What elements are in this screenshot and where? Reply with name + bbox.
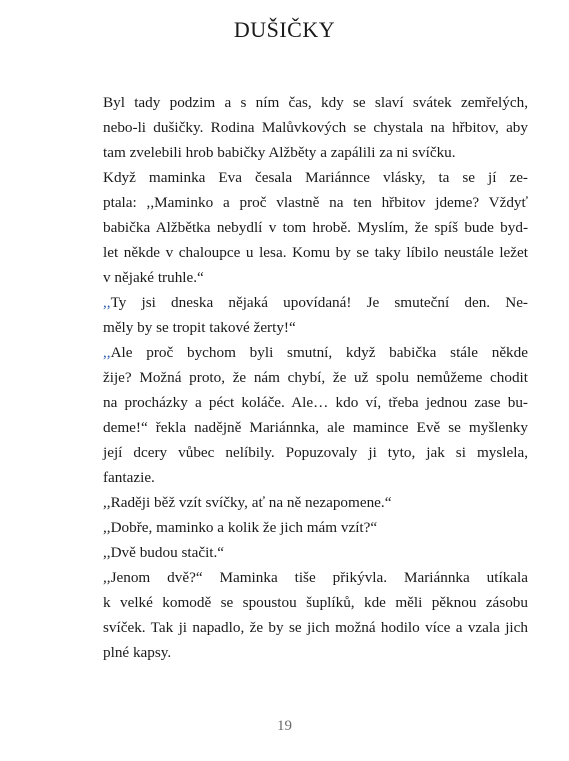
chapter-title: DUŠIČKY xyxy=(233,17,336,42)
paragraph-line-text: Ty jsi dneska nějaká upovídaná! Je smuteční den. Ne- xyxy=(110,294,528,311)
paragraph-line: ,,Dobře, maminko a kolik že jich mám vzít?“ xyxy=(103,519,378,536)
paragraph-7 xyxy=(57,540,528,565)
paragraph-4 xyxy=(57,340,528,490)
paragraph-line xyxy=(57,290,528,315)
paragraph-line: v nějaké truhle.“ xyxy=(103,269,204,286)
paragraph-line: k velké komodě se spoustou šuplíků, kde měli pěknou zásobu xyxy=(103,594,528,611)
paragraph-6 xyxy=(57,515,528,540)
paragraph-line: tam zvelebili hrob babičky Alžběty a zapálili za ni svíčku. xyxy=(103,144,456,161)
paragraph-5 xyxy=(57,490,528,515)
paragraph-1 xyxy=(57,90,528,165)
paragraph-line: ,,Jenom dvě?“ Maminka tiše přikývla. Mariánnka utíkala xyxy=(103,569,528,586)
paragraph-line: na procházky a péct koláče. Ale… kdo ví, třeba jednou zase bu- xyxy=(103,394,528,411)
chapter-body xyxy=(57,90,528,665)
quote-mark-link[interactable]: ,, xyxy=(103,344,111,361)
paragraph-line: ,,Raději běž vzít svíčky, ať na ně nezapomene.“ xyxy=(103,494,392,511)
paragraph-line: let někde v chaloupce u lesa. Komu by se taky líbilo neustále ležet xyxy=(103,244,528,261)
paragraph-line: žije? Možná proto, že nám chybí, že už spolu nemůžeme chodit xyxy=(103,369,528,386)
paragraph-line: fantazie. xyxy=(103,469,155,486)
paragraph-line: ,,Dvě budou stačit.“ xyxy=(103,544,225,561)
paragraph-line: Když maminka Eva česala Mariánnce vlásky, ta se jí ze- xyxy=(103,169,528,186)
paragraph-line-text: Ale proč bychom byli smutní, když babička stále někde xyxy=(110,344,528,361)
quote-mark-link[interactable]: ,, xyxy=(103,294,111,311)
paragraph-line: babička Alžbětka nebydlí v tom hrobě. Myslím, že spíš bude byd- xyxy=(103,219,528,236)
paragraph-line: měly by se tropit takové žerty!“ xyxy=(103,319,296,336)
paragraph-2 xyxy=(57,165,528,290)
paragraph-line: svíček. Tak ji napadlo, že by se jich možná hodilo více a vzala jich xyxy=(103,619,528,636)
paragraph-3 xyxy=(57,290,528,340)
paragraph-line xyxy=(57,340,528,365)
paragraph-line: deme!“ řekla nadějně Mariánnka, ale mamince Evě se myšlenky xyxy=(103,419,528,436)
paragraph-line: její dcery vůbec nelíbily. Popuzovaly ji tyto, jak si myslela, xyxy=(103,444,528,461)
paragraph-line: Byl tady podzim a s ním čas, kdy se slaví svátek zemřelých, xyxy=(103,94,528,111)
paragraph-line: plné kapsy. xyxy=(103,644,172,661)
paragraph-8 xyxy=(57,565,528,665)
paragraph-line: ptala: ,,Maminko a proč vlastně na ten hřbitov jdeme? Vždyť xyxy=(103,194,528,211)
paragraph-line: nebo-li dušičky. Rodina Malůvkových se chystala na hřbitov, aby xyxy=(103,119,528,136)
page-number: 19 xyxy=(277,718,292,734)
